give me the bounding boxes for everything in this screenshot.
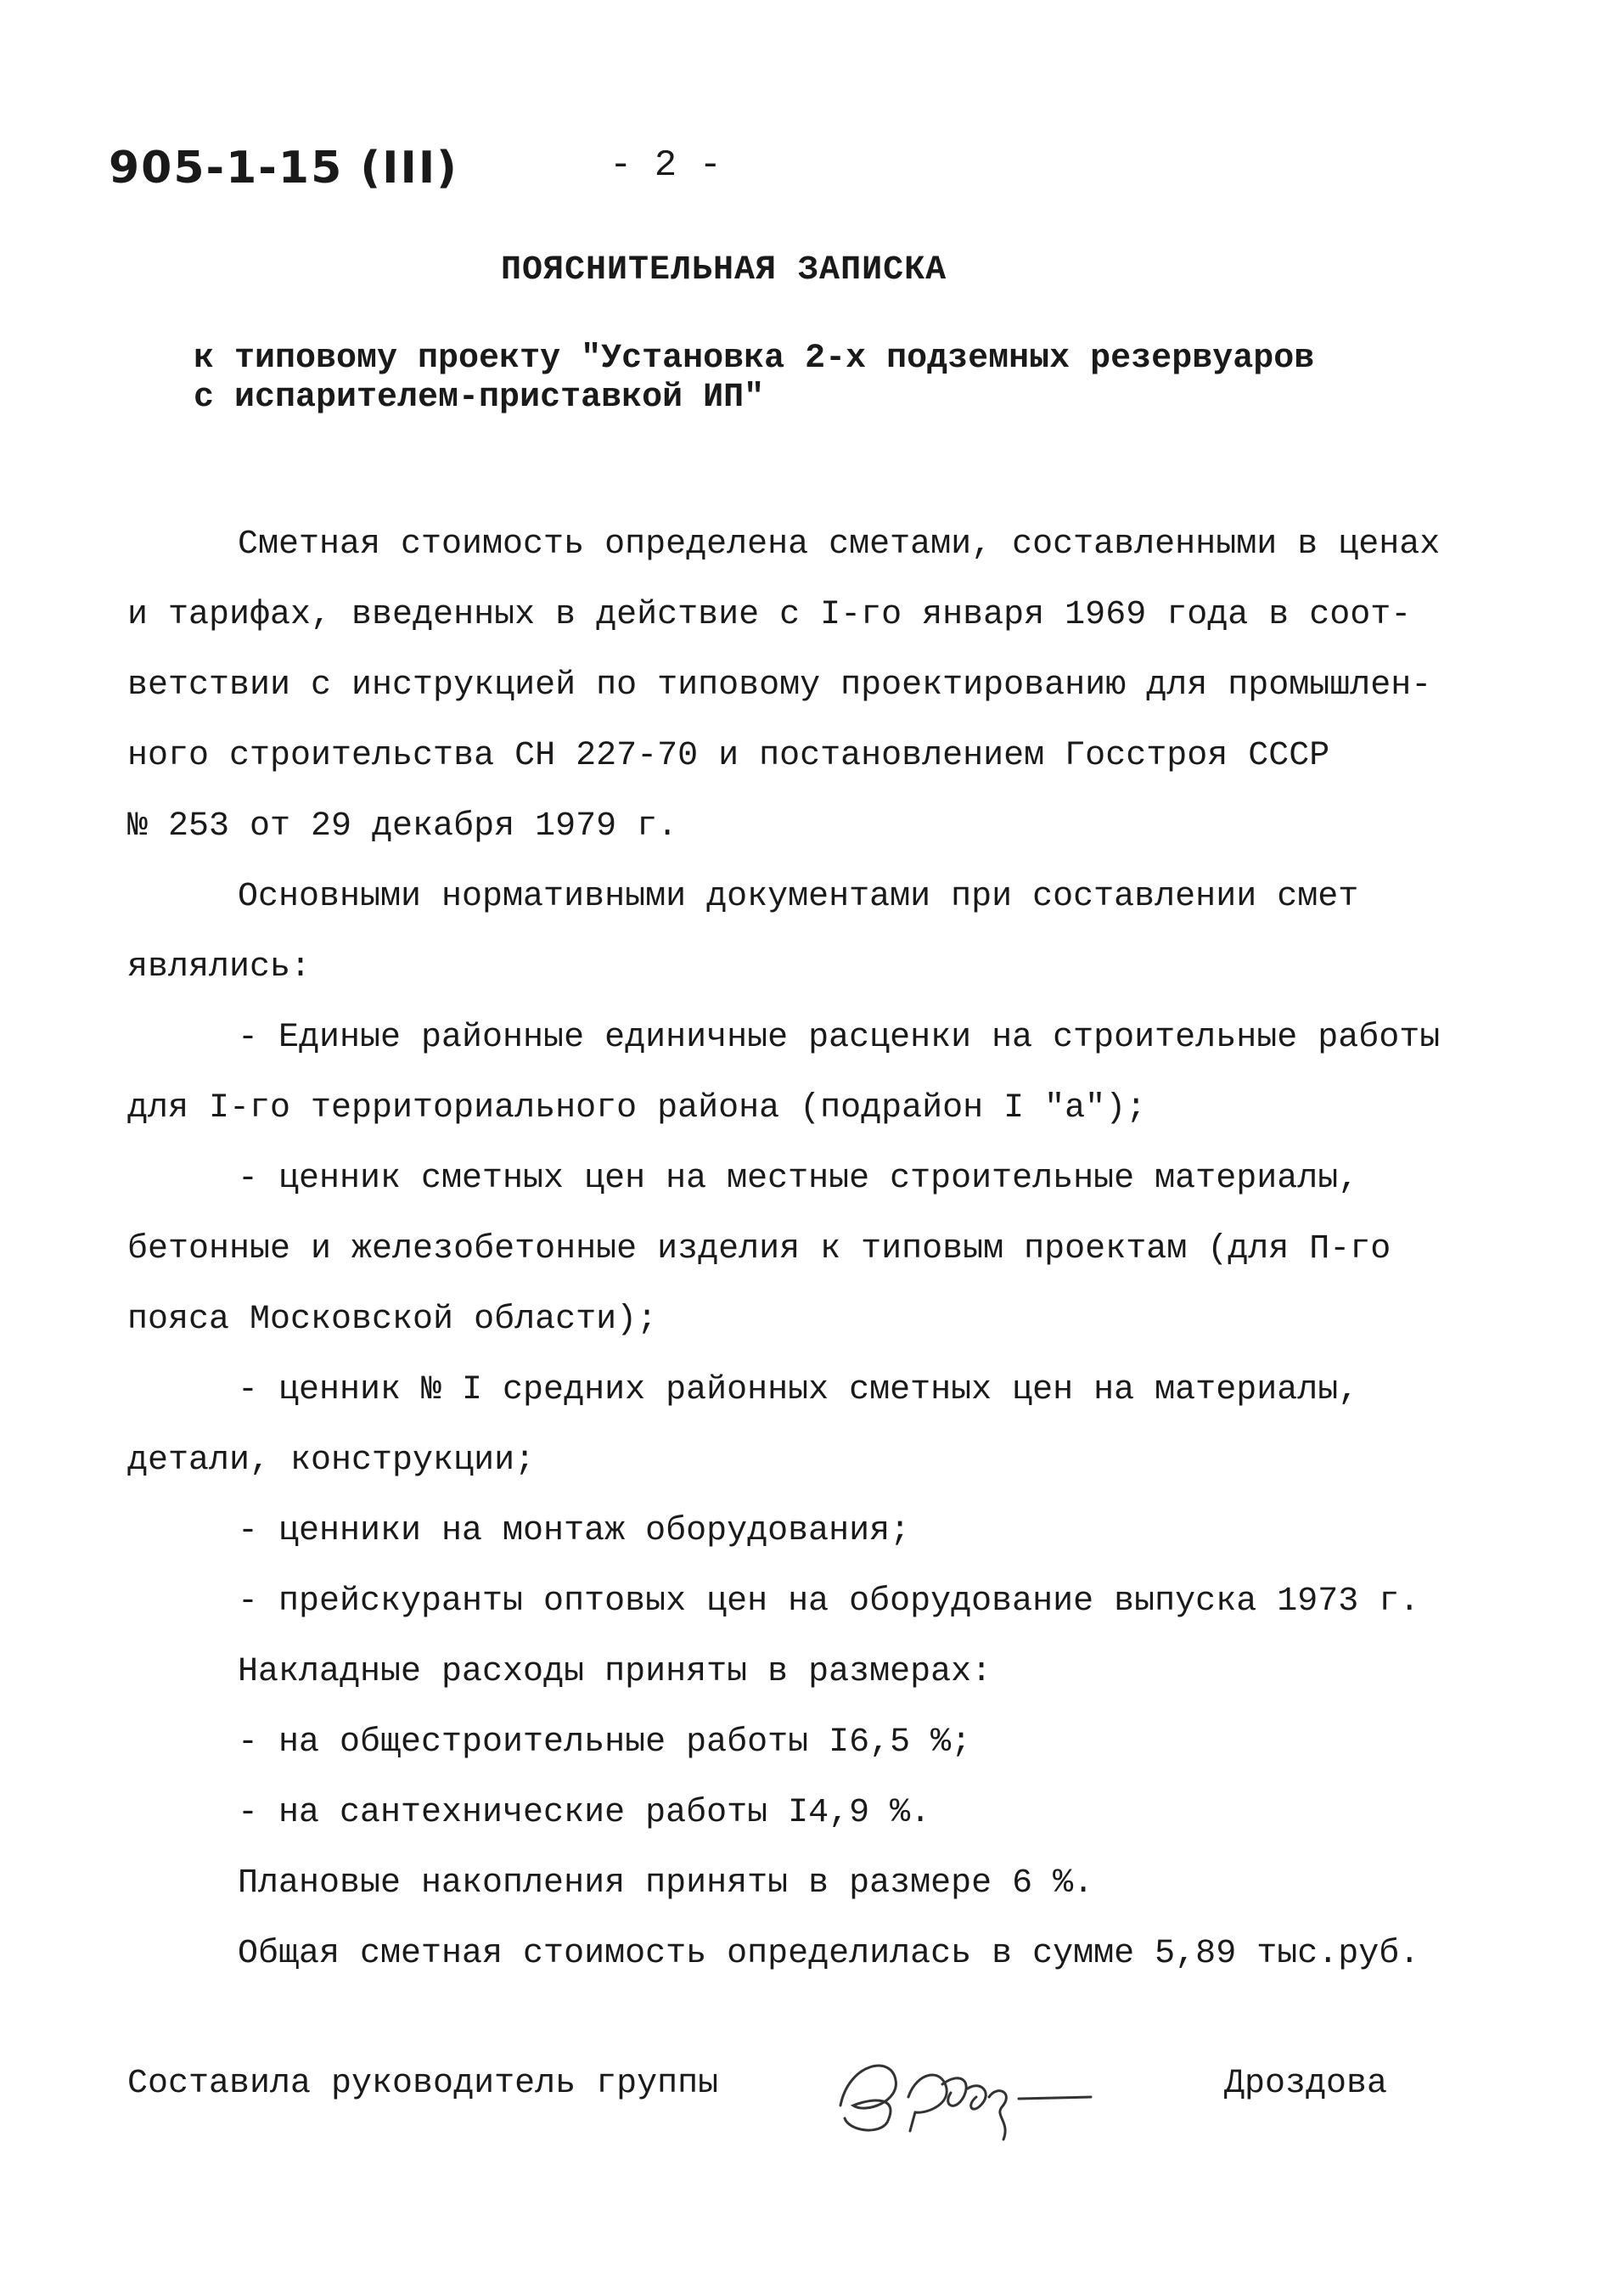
page-number: - 2 - (610, 144, 722, 187)
body-line: детали, конструкции; (127, 1442, 536, 1480)
body-line: ного строительства СН 227-70 и постановлением Госстроя СССР (127, 737, 1330, 775)
body-line: - ценники на монтаж оборудования; (238, 1512, 911, 1550)
body-line: бетонные и железобетонные изделия к типовым проектам (для П-го (127, 1230, 1391, 1268)
project-code: 905-1-15 (III) (109, 143, 458, 194)
document-subtitle (194, 340, 1314, 418)
body-line: пояса Московской области); (127, 1301, 658, 1339)
body-line: Накладные расходы приняты в размерах: (238, 1653, 992, 1691)
body-line: Общая сметная стоимость определилась в сумме 5,89 тыс.руб. (238, 1935, 1420, 1973)
body-line: Плановые накопления приняты в размере 6 %. (238, 1864, 1094, 1903)
body-text (127, 509, 1537, 1989)
signatory-name: Дроздова (1224, 2065, 1388, 2103)
body-line: - на общестроительные работы I6,5 %; (238, 1723, 972, 1762)
body-line: - прейскуранты оптовых цен на оборудование выпуска 1973 г. (238, 1583, 1420, 1621)
body-line: Основными нормативными документами при составлении смет (238, 878, 1359, 916)
body-line: Сметная стоимость определена сметами, составленными в ценах (238, 526, 1441, 564)
signature-block (127, 2046, 1418, 2148)
body-line: и тарифах, введенных в действие с I-го января 1969 года в соот- (127, 596, 1412, 634)
body-line: - ценник № I средних районных сметных цен на материалы, (238, 1371, 1359, 1409)
body-line: - ценник сметных цен на местные строительные материалы, (238, 1160, 1359, 1198)
signature-label: Составила руководитель группы (127, 2065, 719, 2103)
handwritten-signature (815, 2046, 1104, 2148)
subtitle-line: с испарителем-приставкой ИП" (194, 379, 765, 417)
document-title: ПОЯСНИТЕЛЬНАЯ ЗАПИСКА (501, 251, 947, 290)
body-line: - Единые районные единичные расценки на строительные работы (238, 1019, 1441, 1057)
body-line: - на сантехнические работы I4,9 %. (238, 1794, 931, 1832)
subtitle-line: к типовому проекту "Установка 2-х подземных резервуаров (194, 340, 1315, 378)
body-line: ветствии с инструкцией по типовому проектированию для промышлен- (127, 666, 1432, 705)
body-line: для I-го территориального района (подрайон I "а"); (127, 1089, 1147, 1127)
body-line: являлись: (127, 948, 312, 987)
body-line: № 253 от 29 декабря 1979 г. (127, 807, 678, 846)
